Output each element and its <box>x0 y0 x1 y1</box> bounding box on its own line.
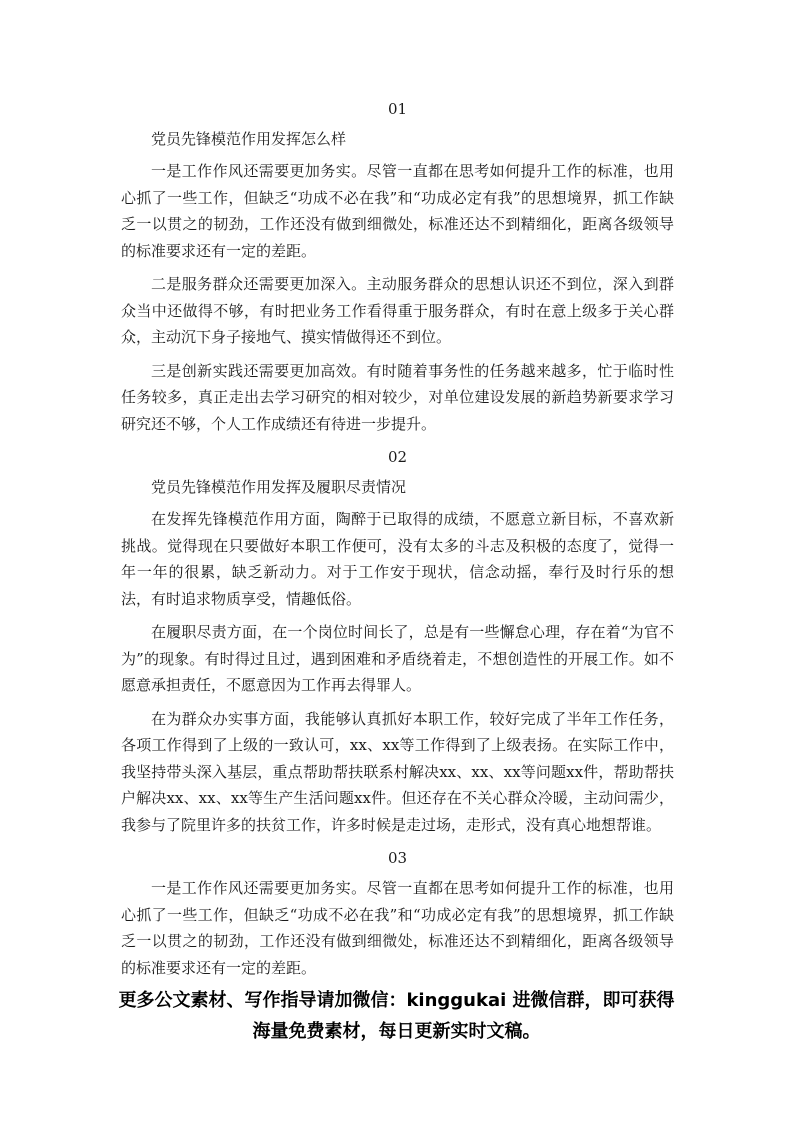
promo-line-2: 海量免费素材，每日更新实时文稿。 <box>252 1021 541 1042</box>
paragraph: 一是工作作风还需要更加务实。尽管一直都在思考如何提升工作的标准，也用心抓了一些工作，但缺乏“功成不必在我”和“功成必定有我”的思想境界，抓工作缺乏一以贯之的韧劲，工作还没有做到细微处，标准还达不到精细化，距离各级领导的标准要求还有一定的差距。 <box>121 879 674 977</box>
section-number-01: 01 <box>387 100 408 118</box>
promo-footer-note <box>100 985 693 1047</box>
paragraph: 二是服务群众还需要更加深入。主动服务群众的思想认识还不到位，深入到群众当中还做得不够，有时把业务工作看得重于服务群众，有时在意上级多于关心群众，主动沉下身子接地气、摸实情做得还不到位。 <box>121 275 674 346</box>
section-number-03: 03 <box>387 849 408 867</box>
promo-line-1: 更多公文素材、写作指导请加微信：kinggukai 进微信群，即可获得 <box>118 990 675 1011</box>
paragraph: 在履职尽责方面，在一个岗位时间长了，总是有一些懈怠心理，存在着“为官不为”的现象。有时得过且过，遇到困难和矛盾绕着走，不想创造性的开展工作。如不愿意承担责任，不愿意因为工作再去得罪人。 <box>121 623 674 694</box>
paragraph: 一是工作作风还需要更加务实。尽管一直都在思考如何提升工作的标准，也用心抓了一些工作，但缺乏“功成不必在我”和“功成必定有我”的思想境界，抓工作缺乏一以贯之的韧劲，工作还没有做到细微处，标准还达不到精细化，距离各级领导的标准要求还有一定的差距。 <box>121 162 674 260</box>
section-number-02: 02 <box>387 448 408 466</box>
section-heading-02: 党员先锋模范作用发挥及履职尽责情况 <box>151 478 407 496</box>
paragraph: 在发挥先锋模范作用方面，陶醉于已取得的成绩，不愿意立新目标，不喜欢新挑战。觉得现在只要做好本职工作便可，没有太多的斗志及积极的态度了，觉得一年一年的很累，缺乏新动力。对于工作安于现状，信念动摇，奉行及时行乐的想法，有时追求物质享受，情趣低俗。 <box>121 510 674 608</box>
document-body <box>121 96 674 988</box>
paragraph: 三是创新实践还需要更加高效。有时随着事务性的任务越来越多，忙于临时性任务较多，真正走出去学习研究的相对较少，对单位建设发展的新趋势新要求学习研究还不够，个人工作成绩还有待进一步提升。 <box>121 361 674 433</box>
section-heading-01: 党员先锋模范作用发挥怎么样 <box>151 130 347 148</box>
paragraph: 在为群众办实事方面，我能够认真抓好本职工作，较好完成了半年工作任务，各项工作得到了上级的一致认可，xx、xx等工作得到了上级表扬。在实际工作中，我坚持带头深入基层，重点帮助帮扶联系村解决xx、xx、xx等问题xx件，帮助帮扶户解决xx、xx、xx等生产生活问题xx件。但还存在不关心群众冷暖，主动问需少，我参与了院里许多的扶贫工作，许多时候是走过场，走形式，没有真心地想帮谁。 <box>121 709 674 834</box>
